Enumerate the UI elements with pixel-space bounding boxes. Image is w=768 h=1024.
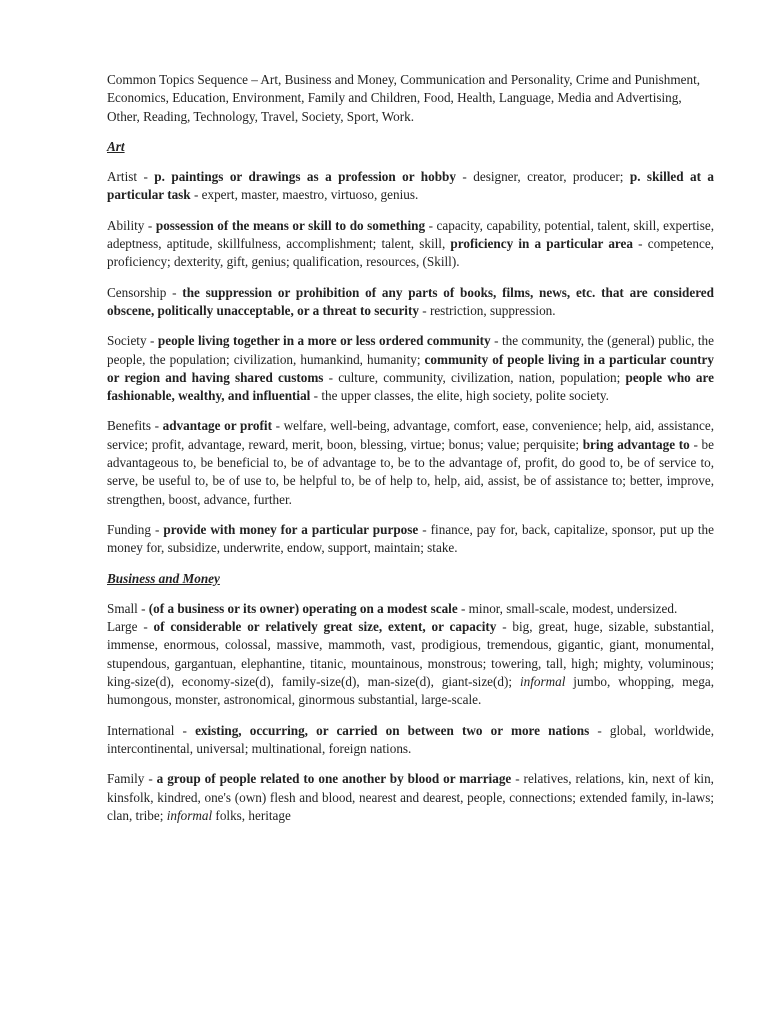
entry-text: - culture, community, civilization, nation, population; <box>323 369 626 385</box>
entry-text: folks, heritage <box>212 807 291 823</box>
entry-text: - global, worldwide, intercontinental, universal; multinational, foreign nations. <box>107 722 714 756</box>
entry-text: - big, great, huge, sizable, substantial, immense, enormous, colossal, massive, mammoth, vast, prodigious, tremendous, gigantic, giant, monumental, stupendous, gargantuan, elephantine, titanic, mountainous, monstrous; towering, tall, high; mighty, voluminous; king-size(d), economy-size(d), family-size(d), man-size(d), giant-size(d); <box>107 619 715 690</box>
entry-definition: provide with money for a particular purpose <box>163 521 419 537</box>
entry-text: Society - <box>107 333 158 349</box>
entry-paragraph <box>107 332 714 405</box>
entry-text: - minor, small-scale, modest, undersized. <box>457 600 678 616</box>
entry-text: Small - <box>107 600 149 616</box>
entry-definition: proficiency in a particular area <box>450 236 633 252</box>
entry-label-italic: informal <box>519 674 566 690</box>
entry-text: - be advantageous to, be beneficial to, be of advantage to, be to the advantage of, profit, do good to, be of service to, serve, be useful to, be of use to, be helpful to, be of help to, help, aid, assist, be of assistance to; better, improve, strengthen, boost, advance, further. <box>107 436 714 507</box>
entry-paragraph <box>107 770 714 825</box>
section-heading: Art <box>107 138 125 154</box>
entry-text: Benefits - <box>107 418 163 434</box>
entry-paragraph <box>107 284 714 321</box>
entry-paragraph <box>107 168 714 205</box>
entry-definition: people who are fashionable, wealthy, and influential <box>107 369 714 404</box>
intro-paragraph: Common Topics Sequence – Art, Business and Money, Communication and Personality, Crime and Punishment, Economics, Education, Environment, Family and Children, Food, Health, Language, Media and Advertising, Other, Reading, Technology, Travel, Society, Sport, Work. <box>107 72 701 124</box>
entry-text: - welfare, well-being, advantage, comfort, ease, convenience; help, aid, assistance, service; profit, advantage, reward, merit, boon, blessing, virtue; bonus; value; perquisite; <box>107 418 714 452</box>
entry-text: jumbo, whopping, mega, humongous, monster, astronomical, ginormous substantial, large-scale. <box>107 674 714 708</box>
entry-paragraph <box>107 417 714 508</box>
entry-definition: the suppression or prohibition of any parts of books, films, news, etc. that are considered obscene, politically unacceptable, or a threat to security <box>107 284 714 318</box>
entry-text: Censorship - <box>107 284 183 300</box>
entry-paragraph <box>107 217 714 272</box>
entry-text: International - <box>107 722 196 738</box>
entry-text: - designer, creator, producer; <box>456 169 630 185</box>
entry-text: - relatives, relations, kin, next of kin, kinsfolk, kindred, one's (own) flesh and blood, nearest and dearest, people, connections; extended family, in-laws; clan, tribe; <box>107 771 714 823</box>
entry-definition: community of people living in a particular country or region and having shared customs <box>107 351 714 385</box>
entry-text: - competence, proficiency; dexterity, gift, genius; qualification, resources, (Skill). <box>107 236 714 270</box>
entry-definition: p. paintings or drawings as a profession or hobby <box>154 169 456 185</box>
entry-text: Large - <box>107 619 154 635</box>
entry-paragraph <box>107 722 714 759</box>
entry-definition: a group of people related to one another by blood or marriage <box>156 771 512 787</box>
entry-text: Family - <box>107 771 157 787</box>
entry-definition: p. skilled at a particular task <box>107 169 715 203</box>
entry-text: - restriction, suppression. <box>418 302 556 318</box>
entry-text: Ability - <box>107 217 156 233</box>
entry-definition: of considerable or relatively great size, extent, or capacity <box>153 619 497 635</box>
entry-definition: (of a business or its owner) operating on a modest scale <box>148 600 458 616</box>
entry-definition: existing, occurring, or carried on between two or more nations <box>195 722 590 738</box>
entry-paragraph <box>107 600 714 618</box>
section-heading: Business and Money <box>107 570 220 586</box>
entry-text: - the community, the (general) public, the people, the population; civilization, humankind, humanity; <box>107 333 714 367</box>
sections-container <box>107 138 714 825</box>
entry-text: - expert, master, maestro, virtuoso, genius. <box>190 187 419 203</box>
entry-paragraph <box>107 618 714 709</box>
entry-definition: bring advantage to <box>582 436 690 452</box>
entry-text: - capacity, capability, potential, talent, skill, expertise, adeptness, aptitude, skillfulness, accomplishment; talent, skill, <box>107 217 714 252</box>
entry-label-italic: informal <box>166 807 213 823</box>
entry-definition: advantage or profit <box>162 418 272 434</box>
entry-text: - finance, pay for, back, capitalize, sponsor, put up the money for, subsidize, underwrite, endow, support, maintain; stake. <box>107 521 714 556</box>
entry-text: - the upper classes, the elite, high society, polite society. <box>310 388 609 404</box>
entry-definition: people living together in a more or less ordered community <box>157 333 491 349</box>
entry-paragraph <box>107 521 714 558</box>
document-page <box>107 71 714 837</box>
entry-text: Funding - <box>107 521 164 537</box>
entry-definition: possession of the means or skill to do something <box>155 217 426 233</box>
entry-text: Artist - <box>107 169 155 185</box>
